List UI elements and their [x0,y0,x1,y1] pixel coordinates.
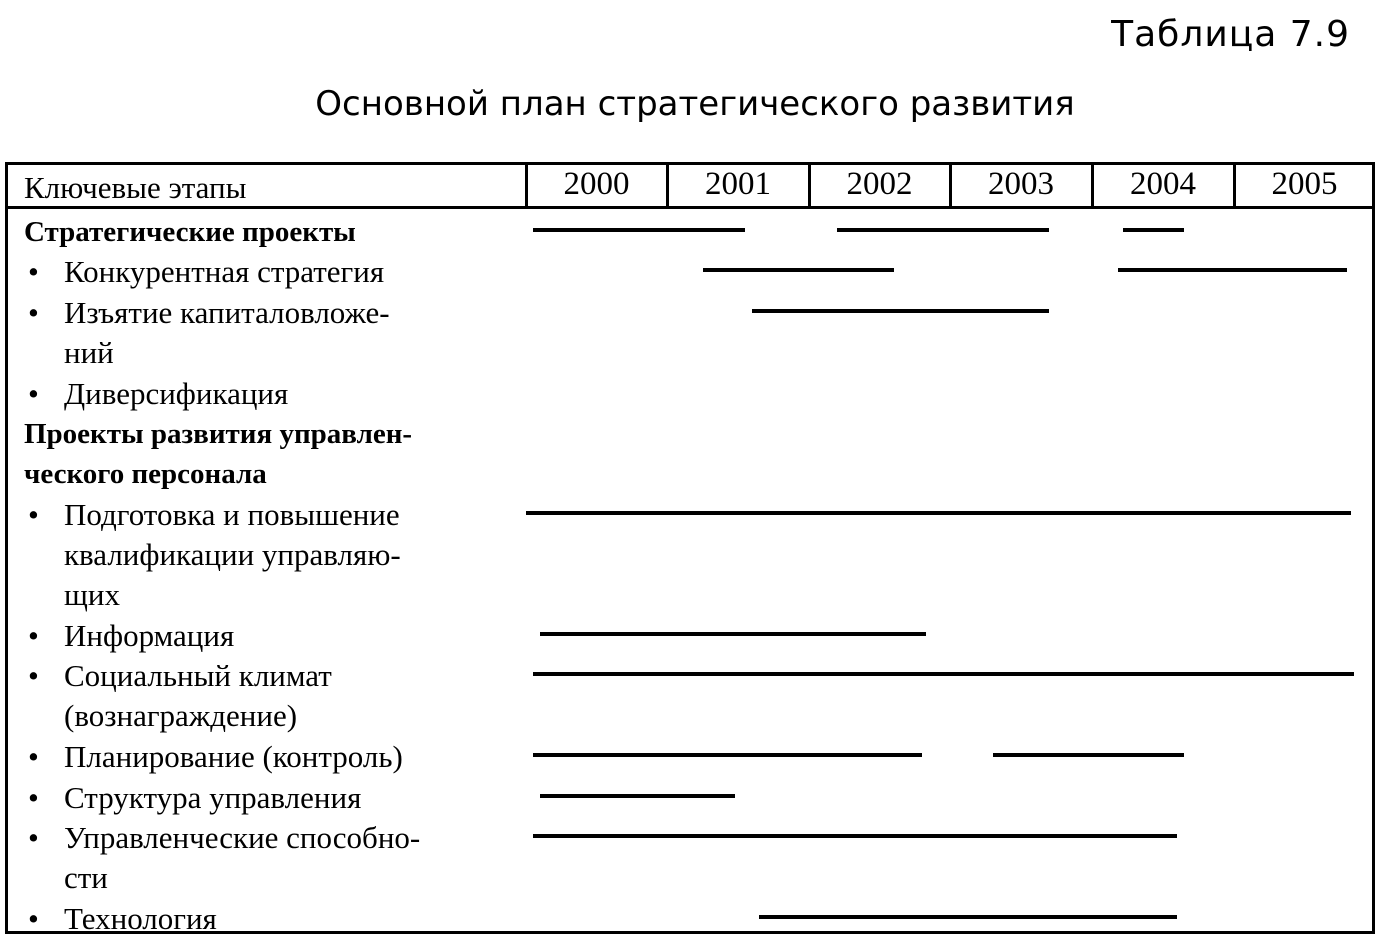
timeline-bar [752,309,1049,313]
year-header-2004: 2004 [1130,165,1196,202]
row-text-line: Изъятие капиталовложе- [64,294,390,330]
row-text-line: Планирование (контроль) [64,739,403,775]
list-item [24,778,524,818]
timeline-bar [533,228,745,232]
timeline-bar [993,753,1185,757]
bullet: • [28,618,39,653]
row-text-line: (вознаграждение) [64,698,298,734]
row-text-line: Подготовка и повышение [64,496,400,532]
timeline-bar [703,268,894,272]
row-text-line: Социальный климат [64,658,332,694]
row-text-line: сти [64,860,108,895]
year-header-2000: 2000 [563,165,630,202]
stages-column-header: Ключевые этапы [24,170,247,205]
timeline-bar [533,834,1177,838]
table-title: Основной план стратегического развития [315,84,1075,124]
row-text-line: Проекты развития управлен- [24,418,413,450]
list-item [24,616,524,656]
row-text-line: ческого персонала [24,458,267,490]
year-header-2003: 2003 [988,165,1054,202]
bullet: • [28,820,39,855]
bullet: • [28,375,39,411]
bullet: • [28,900,39,936]
bullet: • [28,496,39,532]
row-text-line: Управленческие способно- [64,820,421,855]
bullet: • [28,658,39,694]
row-text-line: Структура управления [64,779,362,815]
table-number: Таблица 7.9 [1111,14,1350,55]
row-text-line: квалификации управляю- [64,536,401,572]
list-item [24,818,524,898]
timeline-bar [540,632,926,636]
header-rule [5,206,1375,209]
timeline-bar [540,794,735,798]
year-header-2001: 2001 [705,165,771,202]
bullet: • [28,254,39,290]
row-text-line: Информация [64,618,235,653]
bullet: • [28,779,39,815]
list-item [24,899,524,939]
row-text-line: Стратегические проекты [24,216,356,248]
row-text-line: Диверсификация [64,375,289,411]
list-item [24,656,524,736]
list-item [24,737,524,777]
list-item [24,495,524,615]
row-text-line: щих [64,576,120,612]
list-item [24,252,524,292]
row-text-line: ний [64,334,114,370]
section-heading [24,414,524,494]
timeline-bar [759,915,1177,919]
year-header-2002: 2002 [846,165,913,202]
row-text-line: Технология [64,900,217,936]
list-item [24,293,524,373]
timeline-bar [837,228,1049,232]
bullet: • [28,739,39,775]
row-text-line: Конкурентная стратегия [64,254,385,290]
list-item [24,374,524,414]
timeline-bar [526,511,1351,515]
timeline-bar [1118,268,1347,272]
year-header-2005: 2005 [1271,165,1338,202]
timeline-bar [1123,228,1184,232]
bullet: • [28,294,39,330]
section-heading [24,212,524,252]
timeline-bar [533,672,1354,676]
timeline-bar [533,753,922,757]
